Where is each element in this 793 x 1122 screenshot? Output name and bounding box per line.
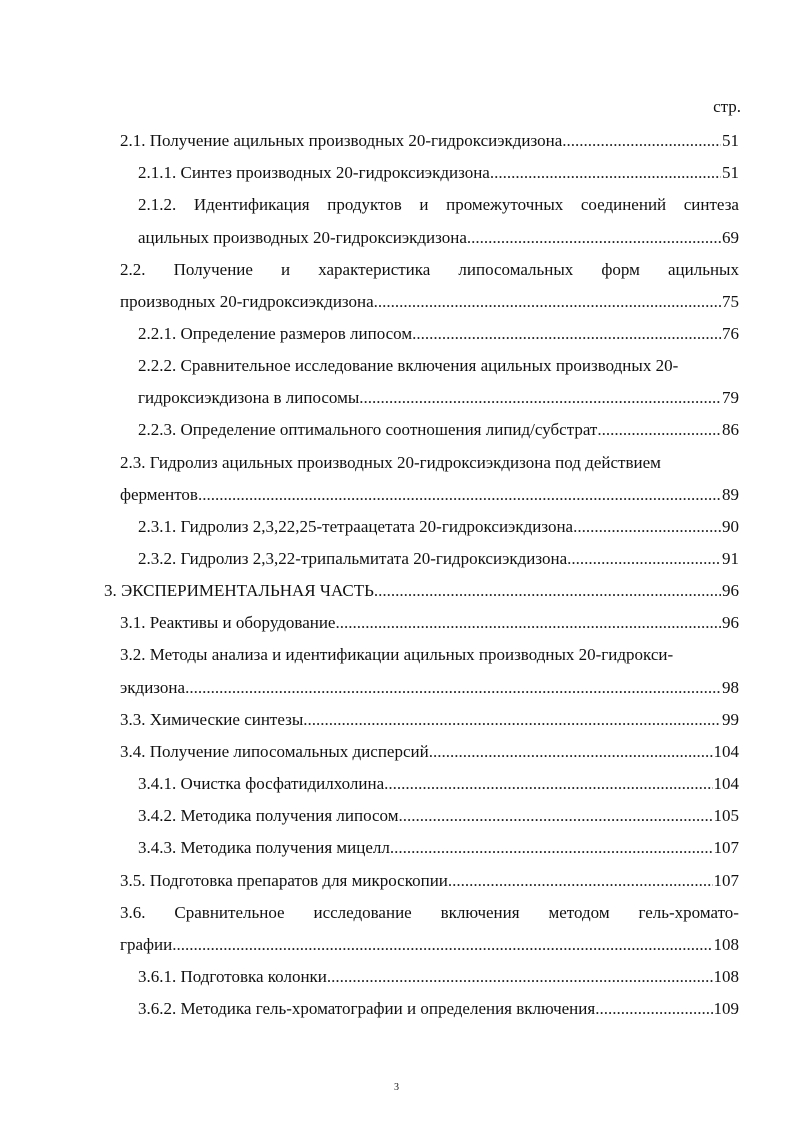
toc-entry-page: 89 [722,485,739,504]
dot-leader [359,386,721,410]
word: 3.6. [120,903,146,922]
word: гель-хромато- [638,903,739,922]
toc-entry-page: 104 [713,774,739,793]
toc-entry-title: гидроксиэкдизона в липосомы [138,388,360,407]
dot-leader [597,418,721,442]
toc-entry-title: 3.4.1. Очистка фосфатидилхолина [138,774,385,793]
dot-leader [448,869,713,893]
dot-leader [567,547,721,571]
word: соединений [580,195,667,214]
toc-entry-page: 108 [713,935,739,954]
toc-entry-title: 3.4.3. Методика получения мицелл [138,838,390,857]
toc-entry-line2 [138,386,739,410]
toc-entry-line1 [120,643,739,667]
toc-entry-page: 98 [722,678,739,697]
dot-leader [374,290,721,314]
word: ацильных [667,260,739,279]
toc-entry-line1 [138,193,739,217]
word: Идентификация [193,195,310,214]
toc-entry-page: 107 [713,871,739,890]
toc-entry-page: 69 [722,228,739,247]
toc-entry-title: 3.1. Реактивы и оборудование [120,613,336,632]
toc-entry-page: 51 [722,163,739,182]
toc-entry-title: ферментов [120,485,198,504]
toc-entry-line2 [120,676,739,700]
word: характеристика [318,260,431,279]
word: 2.1.2. [138,195,177,214]
word: исследование [313,903,412,922]
toc-entry-page: 99 [722,710,739,729]
toc-entry-title: ацильных производных 20-гидроксиэкдизона [138,228,467,247]
toc-entry-page: 90 [722,517,739,536]
word: 2.2. [120,260,146,279]
toc-entry-title: 3.6.2. Методика гель-хроматографии и определения включения [138,999,596,1018]
toc-entry-title: 3. ЭКСПЕРИМЕНТАЛЬНАЯ ЧАСТЬ [104,581,374,600]
toc-entry [138,515,739,539]
toc-entry-title: 2.1. Получение ацильных производных 20-гидроксиэкдизона [120,131,563,150]
page-number: 3 [394,1082,399,1093]
word: промежуточных [446,195,564,214]
toc-entry-title: производных 20-гидроксиэкдизона [120,292,374,311]
word: продуктов [327,195,402,214]
toc-entry [138,836,739,860]
toc-entry-title: 2.2.1. Определение размеров липосом [138,324,413,343]
word: методом [548,903,610,922]
toc-entry [138,965,739,989]
toc-entry-title: экдизона [120,678,186,697]
word: синтеза [683,195,739,214]
toc-entry-page: 76 [722,324,739,343]
dot-leader [467,226,721,250]
toc-entry-title: 2.3.1. Гидролиз 2,3,22,25-тетраацетата 20-гидроксиэкдизона [138,517,574,536]
toc-entry-title: 2.3. Гидролиз ацильных производных 20-гидроксиэкдизона под действием [120,453,661,472]
toc-entry-line2 [120,933,739,957]
toc-entry-title: 3.4. Получение липосомальных дисперсий [120,742,429,761]
dot-leader [335,611,721,635]
toc-entry-page: 105 [713,806,739,825]
toc-entry [120,129,739,153]
dot-leader [303,708,721,732]
toc-entry-page: 107 [713,838,739,857]
dot-leader [412,322,721,346]
toc-entry [120,740,739,764]
toc-entry-title: 3.5. Подготовка препаратов для микроскопии [120,871,448,890]
dot-leader [390,836,713,860]
toc-entry [138,772,739,796]
dot-leader [327,965,713,989]
dot-leader [384,772,712,796]
toc-entry-page: 75 [722,292,739,311]
dot-leader [429,740,713,764]
word: и [419,195,429,214]
toc-entry-title: 3.2. Методы анализа и идентификации ацильных производных 20-гидрокси- [120,645,674,664]
word: Получение [173,260,253,279]
dot-leader [399,804,713,828]
toc-entry-page: 96 [722,613,739,632]
dot-leader [198,483,721,507]
toc-entry [138,322,739,346]
toc-entry-line1 [120,451,739,475]
dot-leader [490,161,721,185]
toc-entry [120,708,739,732]
word: липосомальных [458,260,574,279]
toc-entry-line1 [138,354,739,378]
word: Сравнительное [174,903,285,922]
toc-entry-page: 109 [713,999,739,1018]
toc-entry-line1 [120,901,739,925]
toc-entry-title: 3.6.1. Подготовка колонки [138,967,327,986]
dot-leader [374,579,721,603]
toc-entry-title: 2.2.2. Сравнительное исследование включения ацильных производных 20- [138,356,679,375]
toc-entry-page: 51 [722,131,739,150]
toc-entry-line2 [120,290,739,314]
toc-entry [120,611,739,635]
dot-leader [573,515,721,539]
dot-leader [562,129,721,153]
page-column-label: стр. [713,97,741,116]
dot-leader [172,933,712,957]
toc-entry-line2 [138,226,739,250]
toc-entry-title: 2.3.2. Гидролиз 2,3,22-трипальмитата 20-гидроксиэкдизона [138,549,568,568]
toc-entry-title: 3.3. Химические синтезы [120,710,304,729]
toc-entry-page: 91 [722,549,739,568]
toc-entry-title: 2.2.3. Определение оптимального соотношения липид/субстрат [138,420,598,439]
toc-entry-page: 86 [722,420,739,439]
toc-entry [138,418,739,442]
word: включения [440,903,520,922]
dot-leader [185,676,721,700]
toc-entry [138,161,739,185]
toc-entry-page: 79 [722,388,739,407]
toc-entry-title: 2.1.1. Синтез производных 20-гидроксиэкдизона [138,163,490,182]
toc-entry [120,869,739,893]
toc-entry-line1 [120,258,739,282]
toc-entry-page: 108 [713,967,739,986]
toc-entry [138,804,739,828]
toc-entry-title: графии [120,935,173,954]
toc-entry-line2 [120,483,739,507]
word: форм [601,260,640,279]
word: и [281,260,291,279]
toc-entry [138,997,739,1021]
toc-entry-page: 104 [713,742,739,761]
toc-entry-page: 96 [722,581,739,600]
toc-entry-title: 3.4.2. Методика получения липосом [138,806,399,825]
toc-entry [104,579,739,603]
dot-leader [595,997,712,1021]
toc-entry [138,547,739,571]
